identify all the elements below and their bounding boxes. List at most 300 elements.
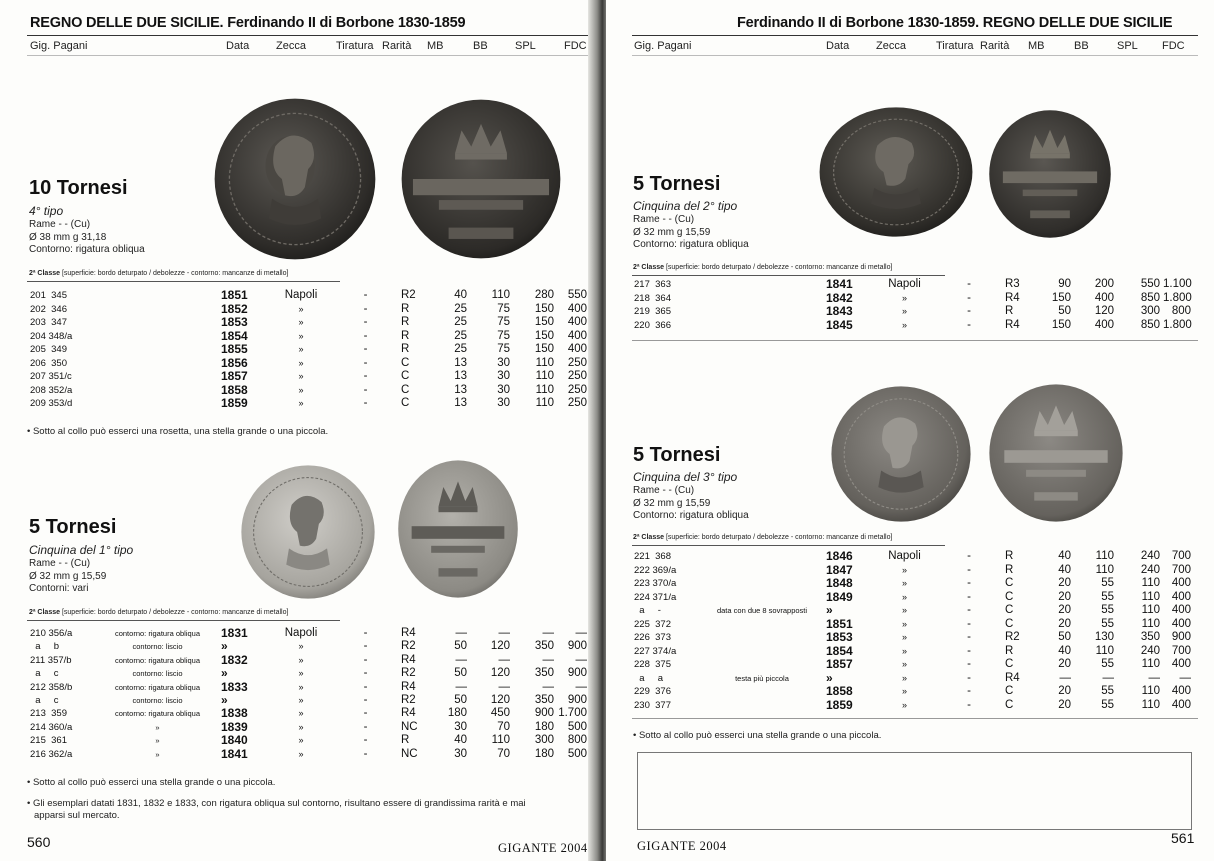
mintage-cell: - (967, 550, 971, 563)
mint-cell: » (901, 591, 907, 602)
catalog-number-cell: 223 370/a (634, 578, 677, 590)
col-header-rarity: Rarità (382, 40, 412, 52)
rarity-cell: R (401, 343, 410, 356)
catalog-number-cell: 227 374/a (634, 645, 677, 657)
mint-cell: » (901, 306, 907, 317)
coin-obverse-image (818, 106, 974, 238)
price-spl-cell: 240 (1140, 563, 1160, 576)
header-underline (632, 55, 1198, 56)
price-spl-cell: 350 (1140, 631, 1160, 644)
price-spl-cell: 110 (535, 397, 554, 410)
price-bb-cell: 55 (1101, 658, 1114, 671)
mintage-cell: - (967, 617, 971, 630)
mintage-cell: - (363, 747, 368, 760)
price-bb-cell: 110 (1095, 644, 1114, 657)
catalog-number-cell: 202 346 (30, 303, 67, 315)
price-mb-cell: — (455, 653, 467, 666)
price-fdc-cell: 400 (567, 302, 587, 315)
mintage-cell: - (363, 640, 368, 653)
price-mb-cell: 20 (1058, 658, 1071, 671)
catalog-table (634, 550, 1194, 712)
price-spl-cell: 850 (1140, 318, 1160, 331)
mintage-cell: - (967, 291, 971, 304)
price-bb-cell: 55 (1101, 590, 1114, 603)
price-bb-cell: 120 (490, 694, 510, 707)
price-fdc-cell: 800 (567, 734, 587, 747)
price-mb-cell: 25 (454, 302, 467, 315)
mintage-cell: - (363, 707, 368, 720)
coin-reverse-crown-tornesi-dieci-icon (400, 98, 562, 260)
catalog-number-cell: 208 352/a (30, 384, 73, 396)
price-mb-cell: 20 (1058, 698, 1071, 711)
price-mb-cell: 20 (1058, 604, 1071, 617)
table-row (634, 645, 1194, 659)
mint-cell: » (901, 699, 907, 710)
mintage-cell: - (363, 343, 368, 356)
footnote: • Sotto al collo può esserci una rosetta, una stella grande o una piccola. (27, 426, 329, 437)
section-rule (632, 340, 1198, 341)
mint-cell: » (298, 344, 304, 355)
mintage-cell: - (363, 316, 368, 329)
catalog-number-cell: 228 375 (634, 659, 671, 671)
price-fdc-cell: 1.100 (1163, 278, 1192, 291)
price-bb-cell: 75 (497, 316, 510, 329)
price-mb-cell: 40 (1058, 550, 1071, 563)
mint-cell: Napoli (888, 278, 921, 291)
mintage-cell: - (363, 653, 368, 666)
price-spl-cell: 150 (534, 343, 554, 356)
mint-cell: Napoli (888, 550, 921, 563)
catalog-table (634, 278, 1194, 332)
year-cell: 1838 (221, 706, 248, 721)
empty-notes-box (637, 752, 1192, 830)
year-cell: 1841 (826, 277, 853, 292)
mint-cell: » (298, 398, 304, 409)
coin-metal: Rame - - (Cu) (633, 485, 695, 496)
price-spl-cell: 110 (535, 356, 554, 369)
mintage-cell: - (967, 685, 971, 698)
variety-note-cell (698, 645, 826, 659)
price-fdc-cell: 250 (567, 397, 587, 410)
grade-class-rule (632, 545, 945, 546)
header-underline (27, 55, 596, 56)
catalog-number-cell: a c (30, 668, 59, 680)
price-bb-cell: 30 (497, 356, 510, 369)
coin-obverse-ferdinand-ii-portrait-icon (818, 106, 974, 238)
catalog-table (30, 627, 590, 761)
year-cell: 1854 (826, 643, 853, 658)
price-spl-cell: 150 (534, 302, 554, 315)
coin-specs (633, 199, 749, 252)
price-spl-cell: 110 (1141, 590, 1160, 603)
mintage-cell: - (363, 720, 368, 733)
price-bb-cell: 55 (1101, 617, 1114, 630)
rarity-cell: C (1005, 590, 1014, 603)
grade-class-note: 2ª Classe [superficie: bordo deturpato / debolezze - contorno: mancanze di metallo] (633, 534, 893, 541)
mintage-cell: - (967, 644, 971, 657)
price-fdc-cell: 1.800 (1163, 291, 1192, 304)
price-fdc-cell: — (1179, 671, 1191, 684)
rarity-cell: C (1005, 604, 1014, 617)
rarity-cell: R (1005, 563, 1014, 576)
variety-note-cell (698, 631, 826, 645)
price-fdc-cell: 700 (1171, 550, 1191, 563)
table-row (30, 357, 590, 371)
price-spl-cell: 180 (534, 720, 554, 733)
grade-class-note: 2ª Classe [superficie: bordo deturpato / debolezze - contorno: mancanze di metallo] (29, 609, 289, 616)
year-cell: 1845 (826, 317, 853, 332)
price-mb-cell: 40 (1058, 563, 1071, 576)
mintage-cell: - (967, 563, 971, 576)
rarity-cell: R (401, 316, 410, 329)
page-number: 560 (27, 834, 51, 850)
catalog-number-cell: 217 363 (634, 279, 671, 291)
price-spl-cell: — (1148, 671, 1160, 684)
rarity-cell: R (1005, 550, 1014, 563)
price-mb-cell: 50 (454, 694, 467, 707)
catalog-number-cell: 209 353/d (30, 398, 73, 410)
price-mb-cell: 30 (454, 747, 467, 760)
price-spl-cell: 150 (534, 329, 554, 342)
coin-reverse-image (397, 459, 519, 599)
price-spl-cell: 110 (1141, 577, 1160, 590)
year-cell: 1857 (221, 369, 248, 384)
price-bb-cell: 30 (497, 370, 510, 383)
mint-cell: » (298, 357, 304, 368)
mintage-cell: - (363, 370, 368, 383)
rarity-cell: R2 (1005, 631, 1020, 644)
price-bb-cell: 120 (1094, 305, 1114, 318)
catalog-number-cell: 215 361 (30, 735, 67, 747)
rarity-cell: C (1005, 577, 1014, 590)
table-row (634, 319, 1194, 333)
catalog-number-cell: 225 372 (634, 618, 671, 630)
mintage-cell: - (967, 658, 971, 671)
variety-note-cell: contorno: rigatura obliqua (114, 709, 201, 719)
price-fdc-cell: 500 (567, 720, 587, 733)
mint-cell: » (901, 632, 907, 643)
mint-cell: Napoli (284, 627, 318, 639)
catalog-number-cell: 226 373 (634, 632, 671, 644)
price-spl-cell: 110 (535, 383, 554, 396)
table-row (634, 577, 1194, 591)
price-spl-cell: 110 (1141, 604, 1160, 617)
rarity-cell: R3 (1005, 278, 1020, 291)
price-bb-cell: 55 (1101, 685, 1114, 698)
rarity-cell: C (401, 383, 410, 396)
table-row (634, 631, 1194, 645)
mint-cell: » (298, 721, 304, 732)
year-cell: 1831 (221, 626, 248, 640)
price-bb-cell: 55 (1101, 577, 1114, 590)
price-spl-cell: — (542, 653, 554, 666)
mint-cell: » (901, 564, 907, 575)
catalog-number-cell: 210 356/a (30, 628, 73, 639)
mint-cell: » (901, 686, 907, 697)
price-bb-cell: 450 (490, 707, 510, 720)
price-fdc-cell: 400 (1171, 590, 1191, 603)
page-number: 561 (1171, 830, 1195, 846)
mint-cell: » (298, 708, 304, 719)
coin-reverse-crown-tornesi-cinque-icon (397, 459, 519, 599)
year-cell: 1832 (221, 652, 248, 667)
coin-specs (29, 204, 145, 257)
mint-cell: » (298, 668, 304, 679)
price-bb-cell: 110 (491, 734, 510, 747)
price-bb-cell: 30 (497, 397, 510, 410)
grade-class-rule (27, 281, 340, 282)
year-cell: 1853 (826, 630, 853, 645)
year-cell: 1856 (221, 355, 248, 370)
table-row (634, 658, 1194, 672)
table-row (30, 707, 590, 720)
price-fdc-cell: 250 (567, 370, 587, 383)
coin-reverse-image (988, 109, 1112, 239)
section-rule (632, 718, 1198, 719)
price-bb-cell: 400 (1094, 291, 1114, 304)
coin-reverse-image (400, 98, 562, 260)
table-row (30, 694, 590, 707)
price-mb-cell: 50 (1058, 631, 1071, 644)
variety-note-cell (698, 685, 826, 699)
price-bb-cell: 75 (497, 302, 510, 315)
price-mb-cell: — (1059, 671, 1071, 684)
catalog-number-cell: 207 351/c (30, 371, 72, 383)
table-row (634, 564, 1194, 578)
price-bb-cell: — (1102, 671, 1114, 684)
price-bb-cell: — (498, 627, 510, 639)
coin-reverse-crown-tornesi-cinque-icon (988, 109, 1112, 239)
price-fdc-cell: 400 (567, 329, 587, 342)
running-title: REGNO DELLE DUE SICILIE. Ferdinando II di Borbone 1830-1859 (30, 15, 466, 31)
rarity-cell: R (401, 329, 410, 342)
price-spl-cell: 240 (1140, 550, 1160, 563)
variety-note-cell: contorno: rigatura obliqua (114, 629, 201, 638)
table-row (634, 685, 1194, 699)
price-spl-cell: 350 (534, 694, 554, 707)
table-row (30, 681, 590, 694)
price-fdc-cell: 550 (567, 289, 587, 302)
variety-note-cell: contorno: rigatura obliqua (114, 655, 201, 665)
right-page (606, 0, 1214, 861)
publisher-footer: GIGANTE 2004 (498, 841, 588, 855)
catalog-number-cell: 220 366 (634, 319, 671, 331)
price-fdc-cell: 1.800 (1163, 318, 1192, 331)
price-spl-cell: 110 (1141, 698, 1160, 711)
mintage-cell: - (967, 577, 971, 590)
mintage-cell: - (363, 289, 368, 302)
price-spl-cell: — (542, 680, 554, 693)
mint-cell: » (298, 303, 304, 314)
mint-cell: » (298, 330, 304, 341)
coin-type: Cinquina del 1° tipo (29, 543, 134, 557)
price-mb-cell: 90 (1058, 278, 1071, 291)
rarity-cell: R2 (401, 694, 416, 707)
price-mb-cell: 150 (1051, 318, 1071, 331)
price-mb-cell: 50 (454, 667, 467, 680)
variety-note-cell: testa più piccola (735, 673, 789, 683)
coin-obverse-image (830, 385, 972, 523)
grade-class-note: 2ª Classe [superficie: bordo deturpato / debolezze - contorno: mancanze di metallo] (633, 264, 893, 271)
mint-cell: » (901, 292, 907, 303)
table-row (30, 330, 590, 344)
variety-note-cell (698, 577, 826, 591)
year-cell: 1858 (826, 684, 853, 699)
variety-note-cell: » (155, 722, 160, 732)
rarity-cell: NC (401, 747, 418, 760)
price-spl-cell: 350 (534, 640, 554, 653)
section-title: 10 Tornesi (29, 177, 128, 199)
year-cell: » (826, 603, 833, 618)
mintage-cell: - (967, 631, 971, 644)
mintage-cell: - (967, 671, 971, 684)
price-spl-cell: 900 (534, 707, 554, 720)
price-spl-cell: 110 (1141, 685, 1160, 698)
year-cell: 1855 (221, 342, 248, 357)
mint-cell: » (901, 605, 907, 616)
variety-note-cell: data con due 8 sovrapposti (716, 606, 808, 616)
price-mb-cell: 13 (454, 370, 467, 383)
year-cell: » (221, 693, 228, 708)
variety-note-cell (698, 618, 826, 632)
rarity-cell: R2 (401, 289, 416, 302)
year-cell: 1854 (221, 328, 248, 343)
year-cell: 1848 (826, 576, 853, 591)
rarity-cell: C (401, 397, 410, 410)
catalog-number-cell: a - (634, 605, 661, 617)
coin-edge: Contorni: vari (29, 583, 89, 595)
mint-cell: » (901, 578, 907, 589)
year-cell: 1851 (221, 288, 248, 303)
coin-specs (29, 543, 133, 596)
mintage-cell: - (363, 680, 368, 693)
price-bb-cell: 120 (490, 640, 510, 653)
catalog-number-cell: 221 368 (634, 551, 671, 563)
col-header-mint: Zecca (276, 40, 306, 52)
catalog-number-cell: 214 360/a (30, 721, 73, 733)
catalog-number-cell: 222 369/a (634, 564, 677, 576)
price-mb-cell: 40 (454, 734, 467, 747)
catalog-number-cell: 201 345 (30, 290, 67, 302)
coin-size-weight: Ø 32 mm g 15,59 (633, 497, 711, 509)
variety-note-cell: » (155, 749, 160, 759)
mint-cell: » (298, 654, 304, 665)
price-bb-cell: — (498, 680, 510, 693)
mint-cell: » (901, 618, 907, 629)
table-row (634, 292, 1194, 306)
price-fdc-cell: 900 (567, 640, 587, 653)
price-mb-cell: 50 (454, 640, 467, 653)
price-fdc-cell: 400 (567, 343, 587, 356)
table-row (634, 550, 1194, 564)
price-mb-cell: 30 (454, 720, 467, 733)
price-bb-cell: 110 (491, 289, 510, 302)
footnote: • Sotto al collo può esserci una stella grande o una piccola. (27, 777, 276, 788)
variety-note-cell (698, 699, 826, 713)
year-cell: 1839 (221, 719, 248, 734)
catalog-number-cell: 203 347 (30, 317, 67, 329)
catalog-number-cell: 229 376 (634, 686, 671, 698)
year-cell: 1841 (221, 746, 248, 761)
table-row (30, 667, 590, 680)
variety-note-cell: contorno: liscio (132, 669, 183, 679)
price-mb-cell: 50 (1058, 305, 1071, 318)
mintage-cell: - (363, 734, 368, 747)
rarity-cell: R4 (401, 627, 416, 639)
price-spl-cell: 110 (1141, 658, 1160, 671)
section-title: 5 Tornesi (29, 516, 117, 538)
table-row (30, 654, 590, 667)
rarity-cell: R4 (401, 653, 416, 666)
price-fdc-cell: 400 (1171, 658, 1191, 671)
price-fdc-cell: 400 (1171, 617, 1191, 630)
price-bb-cell: 70 (497, 747, 510, 760)
coin-reverse-image (988, 383, 1124, 523)
coin-type: Cinquina del 2° tipo (633, 199, 738, 213)
coin-metal: Rame - - (Cu) (29, 219, 91, 230)
catalog-number-cell: 204 348/a (30, 330, 73, 342)
year-cell: 1833 (221, 679, 248, 694)
price-spl-cell: 110 (1141, 617, 1160, 630)
grade-class-note: 2ª Classe [superficie: bordo deturpato / debolezze - contorno: mancanze di metallo] (29, 270, 289, 277)
price-spl-cell: 280 (534, 289, 554, 302)
table-row (634, 604, 1194, 618)
col-header-mintage: Tiratura (936, 40, 974, 52)
year-cell: » (221, 639, 228, 654)
price-mb-cell: — (455, 680, 467, 693)
coin-obverse-ferdinand-ii-portrait-icon (830, 385, 972, 523)
section-title: 5 Tornesi (633, 444, 721, 466)
catalog-table (30, 289, 590, 411)
mint-cell: Napoli (284, 289, 318, 302)
price-bb-cell: 75 (497, 329, 510, 342)
price-mb-cell: 13 (454, 356, 467, 369)
section-title: 5 Tornesi (633, 173, 721, 195)
table-row (634, 278, 1194, 292)
price-fdc-cell: 700 (1171, 644, 1191, 657)
col-header-ref: Gig. Pagani (634, 40, 692, 52)
price-mb-cell: 25 (454, 329, 467, 342)
col-header-bb: BB (473, 40, 488, 52)
coin-edge: Contorno: rigatura obliqua (29, 244, 145, 256)
price-fdc-cell: 900 (1171, 631, 1191, 644)
price-mb-cell: 180 (447, 707, 467, 720)
col-header-mb: MB (1028, 40, 1045, 52)
left-page (0, 0, 596, 861)
year-cell: » (826, 670, 833, 685)
price-bb-cell: 110 (1095, 550, 1114, 563)
mintage-cell: - (363, 356, 368, 369)
year-cell: 1851 (826, 616, 853, 631)
table-row (30, 397, 590, 411)
footnote: • Sotto al collo può esserci una stella grande o una piccola. (633, 730, 882, 741)
price-spl-cell: 300 (1140, 305, 1160, 318)
catalog-number-cell: 211 357/b (30, 654, 72, 666)
year-cell: 1847 (826, 562, 853, 577)
coin-size-weight: Ø 32 mm g 15,59 (29, 570, 107, 582)
mintage-cell: - (967, 318, 971, 331)
catalog-number-cell: 230 377 (634, 699, 671, 711)
rarity-cell: R (401, 734, 410, 747)
catalog-number-cell: a c (30, 695, 59, 707)
mint-cell: » (298, 748, 304, 759)
catalog-number-cell: 212 358/b (30, 681, 73, 693)
mint-cell: » (901, 659, 907, 670)
price-bb-cell: 75 (497, 343, 510, 356)
catalog-number-cell: 219 365 (634, 306, 671, 318)
price-spl-cell: 550 (1140, 278, 1160, 291)
coin-edge: Contorno: rigatura obliqua (633, 510, 749, 522)
